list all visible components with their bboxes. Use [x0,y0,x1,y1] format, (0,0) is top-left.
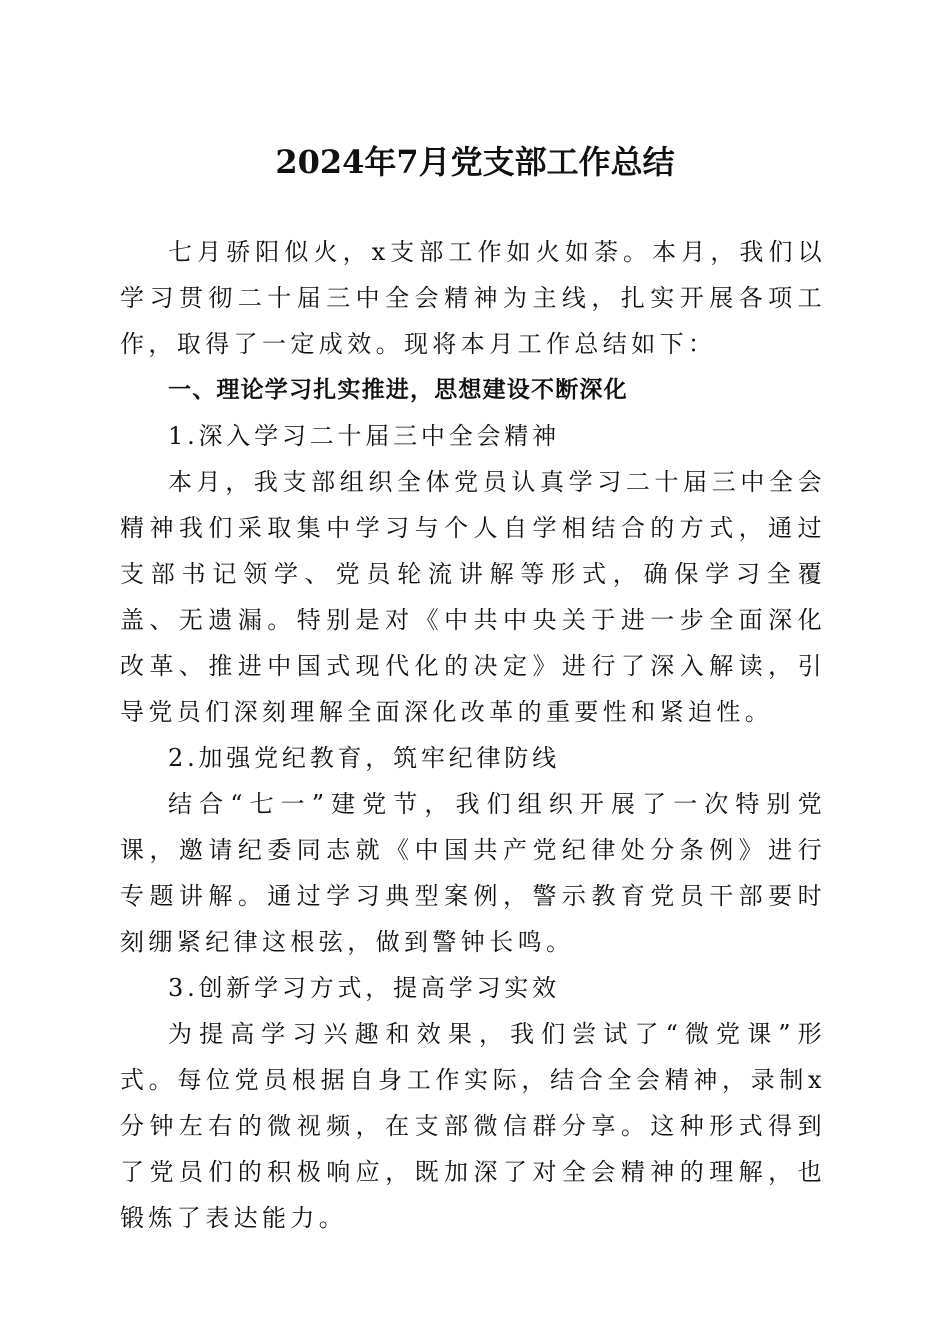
document-body [120,229,826,1241]
intro-paragraph: 七月骄阳似火，x支部工作如火如荼。本月，我们以学习贯彻二十届三中全会精神为主线，扎实开展各项工作，取得了一定成效。现将本月工作总结如下： [120,238,826,358]
document-title: 2024年7月党支部工作总结 [275,143,675,181]
subsection-heading-3: 3.创新学习方式，提高学习实效 [168,974,560,1002]
subsection-paragraph-2: 结合“七一”建党节，我们组织开展了一次特别党课，邀请纪委同志就《中国共产党纪律处分条例》进行专题讲解。通过学习典型案例，警示教育党员干部要时刻绷紧纪律这根弦，做到警钟长鸣。 [120,790,826,956]
subsection-heading-1: 1.深入学习二十届三中全会精神 [168,422,560,450]
subsection-paragraph-3: 为提高学习兴趣和效果，我们尝试了“微党课”形式。每位党员根据自身工作实际，结合全会精神，录制x分钟左右的微视频，在支部微信群分享。这种形式得到了党员们的积极响应，既加深了对全会精神的理解，也锻炼了表达能力。 [120,1020,826,1232]
subsection-paragraph-1: 本月，我支部组织全体党员认真学习二十届三中全会精神我们采取集中学习与个人自学相结合的方式，通过支部书记领学、党员轮流讲解等形式，确保学习全覆盖、无遗漏。特别是对《中共中央关于进一步全面深化改革、推进中国式现代化的决定》进行了深入解读，引导党员们深刻理解全面深化改革的重要性和紧迫性。 [120,468,826,726]
section-heading: 一、理论学习扎实推进，思想建设不断深化 [168,377,628,403]
subsection-heading-2: 2.加强党纪教育，筑牢纪律防线 [168,744,560,772]
